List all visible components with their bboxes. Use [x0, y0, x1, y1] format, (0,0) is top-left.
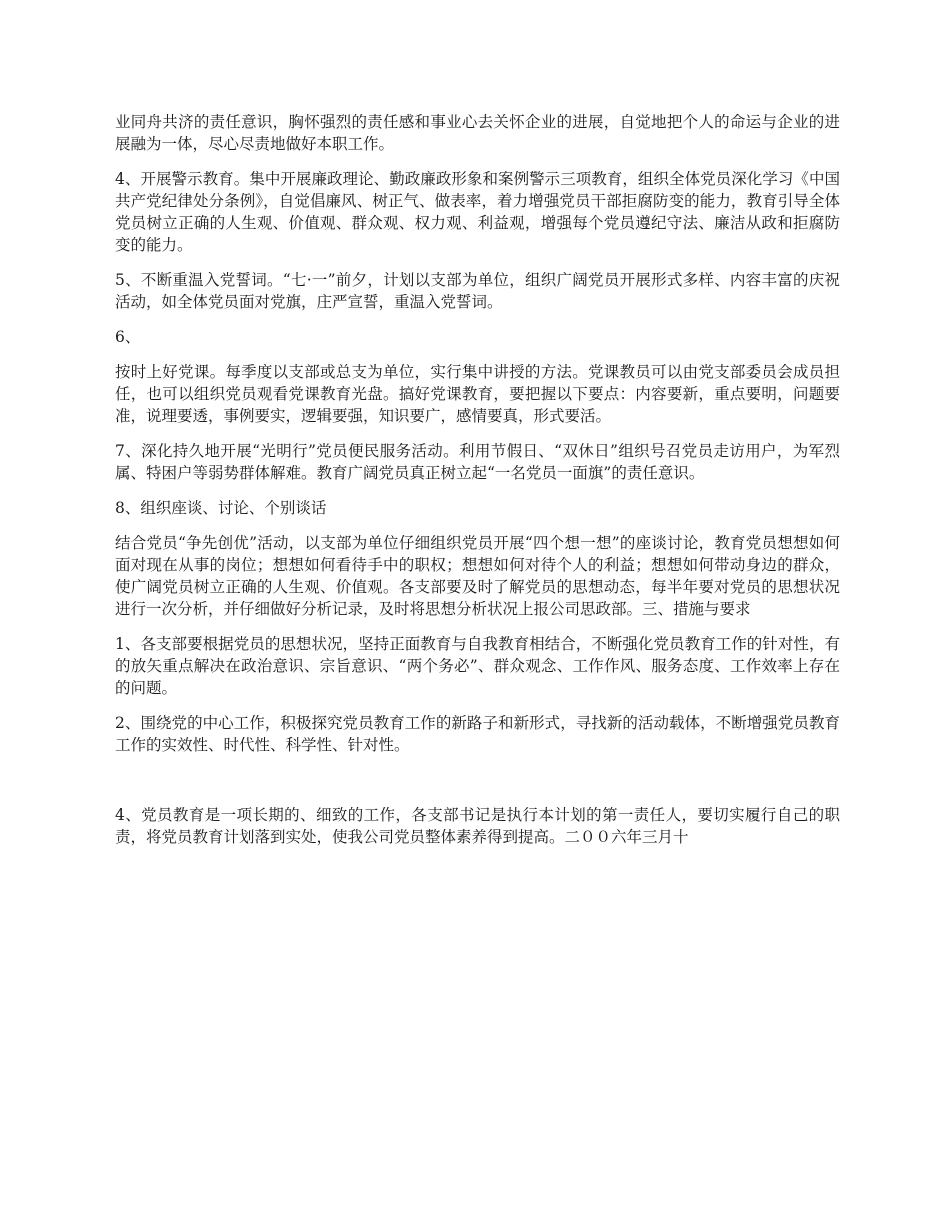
blank-gap	[115, 769, 840, 804]
paragraph-item-4-warning-education: 4、开展警示教育。集中开展廉政理论、勤政廉政形象和案例警示三项教育，组织全体党员深化学习《中国共产党纪律处分条例》，自觉倡廉风、树正气、做表率，着力增强党员干部拒腐防变的能力，教育引导全体党员树立正确的人生观、价值观、群众观、权力观、利益观，增强每个党员遵纪守法、廉洁从政和拒腐防变的能力。	[115, 170, 840, 254]
paragraph-party-lessons: 按时上好党课。每季度以支部或总支为单位，实行集中讲授的方法。党课教员可以由党支部委员会成员担任，也可以组织党员观看党课教育光盘。搞好党课教育，要把握以下要点：内容要新，重点要明，问题要准，说理要透，事例要实，逻辑要强，知识要广，感情要真，形式要活。	[115, 363, 840, 425]
paragraph-item-8-heading: 8、组织座谈、讨论、个别谈话	[115, 499, 327, 517]
paragraph-measure-1: 1、各支部要根据党员的思想状况，坚持正面教育与自我教育相结合，不断强化党员教育工作的针对性，有的放矢重点解决在政治意识、宗旨意识、“两个务必”、群众观念、工作作风、服务态度、工作效率上存在的问题。	[115, 635, 840, 697]
paragraph-measure-2: 2、围绕党的中心工作，积极探究党员教育工作的新路子和新形式，寻找新的活动载体，不断增强党员教育工作的实效性、时代性、科学性、针对性。	[115, 714, 840, 754]
document-page	[115, 111, 840, 861]
paragraph-item-7-service: 7、深化持久地开展“光明行”党员便民服务活动。利用节假日、“双休日”组织号召党员走访用户，为军烈属、特困户等弱势群体解难。教育广阔党员真正树立起“一名党员一面旗”的责任意识。	[115, 442, 840, 482]
paragraph-discussion: 结合党员“争先创优”活动，以支部为单位仔细组织党员开展“四个想一想”的座谈讨论，教育党员想想如何面对现在从事的岗位；想想如何看待手中的职权；想想如何对待个人的利益；想想如何带动身边的群众，使广阔党员树立正确的人生观、价值观。各支部要及时了解党员的思想动态，每半年要对党员的思想状况进行一次分析，并仔细做好分析记录，及时将思想分析状况上报公司思政部。三、措施与要求	[115, 534, 840, 618]
paragraph-item-5-oath: 5、不断重温入党誓词。“七·一”前夕，计划以支部为单位，组织广阔党员开展形式多样、内容丰富的庆祝活动，如全体党员面对党旗，庄严宣誓，重温入党誓词。	[115, 271, 840, 311]
paragraph-responsibility: 业同舟共济的责任意识，胸怀强烈的责任感和事业心去关怀企业的进展，自觉地把个人的命运与企业的进展融为一体，尽心尽责地做好本职工作。	[115, 113, 840, 153]
paragraph-item-6-number: 6、	[115, 328, 141, 346]
paragraph-measure-4: 4、党员教育是一项长期的、细致的工作，各支部书记是执行本计划的第一责任人，要切实履行自己的职责，将党员教育计划落到实处，使我公司党员整体素养得到提高。二００六年三月十	[115, 806, 840, 846]
